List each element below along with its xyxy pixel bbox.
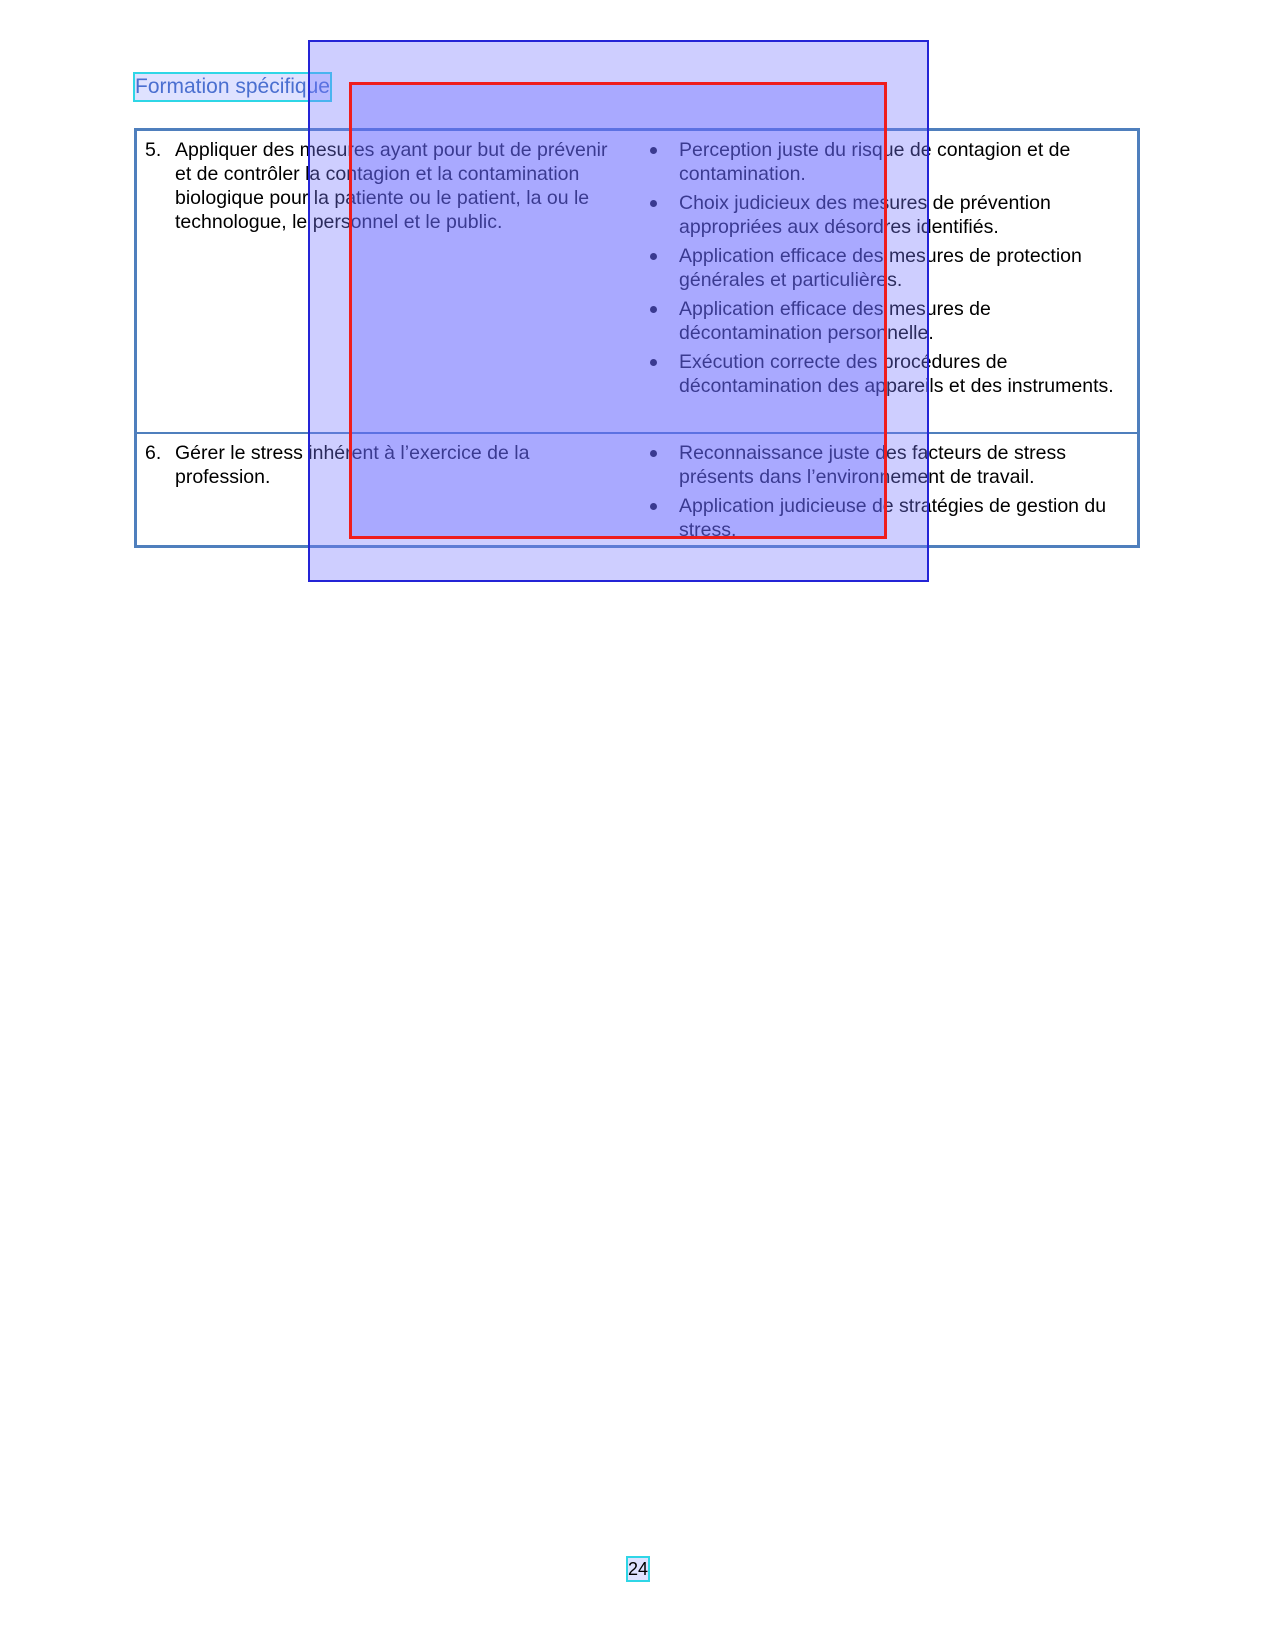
criteria-list <box>649 138 1129 403</box>
competency-number: 5. <box>145 139 162 161</box>
bullet-icon <box>650 450 657 457</box>
bullet-icon <box>650 503 657 510</box>
section-title: Formation spécifique <box>135 75 330 98</box>
competency-number: 6. <box>145 442 162 464</box>
criteria-list <box>649 441 1129 547</box>
criterion-text: Exécution correcte des procédures de décontamination des appareils et des instruments. <box>679 351 1114 397</box>
criterion-text: Application efficace des mesures de protection générales et particulières. <box>679 245 1082 291</box>
criterion-text: Choix judicieux des mesures de prévention appropriées aux désordres identifiés. <box>679 192 1051 238</box>
criterion-text: Reconnaissance juste des facteurs de stress présents dans l’environnement de travail. <box>679 442 1066 488</box>
criterion-item <box>649 297 1129 345</box>
competency-cell <box>145 441 615 489</box>
page-number: 24 <box>628 1559 649 1579</box>
table-row <box>137 131 1137 434</box>
criterion-item <box>649 191 1129 239</box>
criterion-item <box>649 138 1129 186</box>
competency-cell <box>145 138 615 234</box>
bullet-icon <box>650 359 657 366</box>
bullet-icon <box>650 147 657 154</box>
criterion-item <box>649 441 1129 489</box>
table-row <box>137 434 1137 548</box>
bullet-icon <box>650 253 657 260</box>
criterion-text: Application judicieuse de stratégies de gestion du stress. <box>679 495 1107 541</box>
criterion-item <box>649 350 1129 398</box>
bullet-icon <box>650 200 657 207</box>
criterion-text: Perception juste du risque de contagion et de contamination. <box>679 139 1071 185</box>
criterion-item <box>649 244 1129 292</box>
competency-table <box>134 128 1140 548</box>
criterion-text: Application efficace des mesures de décontamination personnelle. <box>679 298 991 344</box>
competency-text: Appliquer des mesures ayant pour but de prévenir et de contrôler la contagion et la contamination biologique pour la patiente ou le patient, la ou le technologue, le personnel et le public. <box>175 139 608 233</box>
competency-text: Gérer le stress inhérent à l’exercice de la profession. <box>175 442 530 488</box>
criterion-item <box>649 494 1129 542</box>
bullet-icon <box>650 306 657 313</box>
